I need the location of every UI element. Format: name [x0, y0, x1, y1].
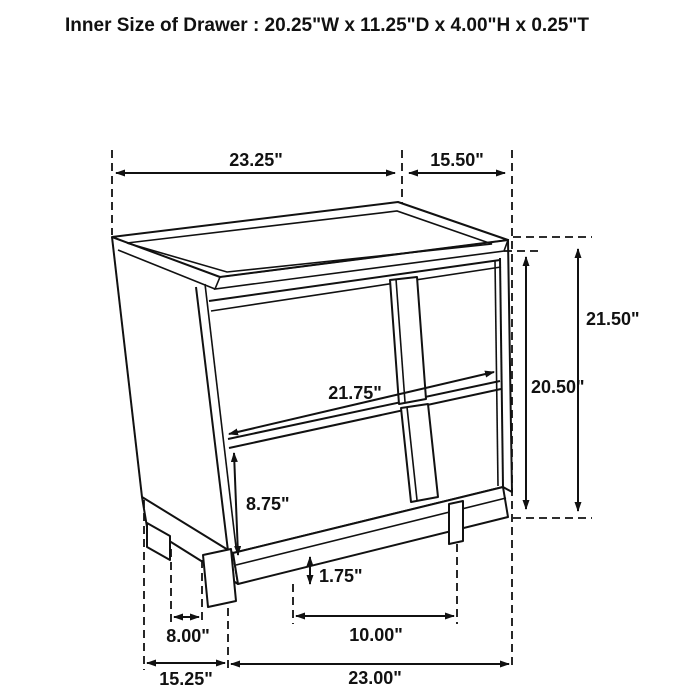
- dim-label-drawer-width: 21.75": [328, 383, 382, 403]
- dim-label-base-width: 23.00": [348, 668, 402, 688]
- dim-label-drawer-front-height: 8.75": [246, 494, 290, 514]
- dim-label-top-depth: 15.50": [430, 150, 484, 170]
- front-right-leg: [449, 501, 463, 544]
- page-title: Inner Size of Drawer : 20.25"W x 11.25"D x 4.00"H x 0.25"T: [65, 15, 589, 36]
- dim-line-drawer-width: [229, 372, 494, 434]
- front-left-leg: [203, 549, 236, 607]
- dim-label-case-height: 20.50": [531, 377, 585, 397]
- lower-drawer-center-trim: [401, 404, 438, 502]
- dim-label-overall-height: 21.50": [586, 309, 640, 329]
- furniture-drawing: [112, 202, 512, 607]
- dim-label-top-width: 23.25": [229, 150, 283, 170]
- top-panel: [112, 202, 508, 289]
- dim-label-base-depth: 15.25": [159, 669, 213, 689]
- dim-label-base-rail-height: 1.75": [319, 566, 363, 586]
- upper-drawer-center-trim: [390, 277, 426, 404]
- dim-label-side-leg-spacing: 8.00": [166, 626, 210, 646]
- dim-label-front-leg-spacing: 10.00": [349, 625, 403, 645]
